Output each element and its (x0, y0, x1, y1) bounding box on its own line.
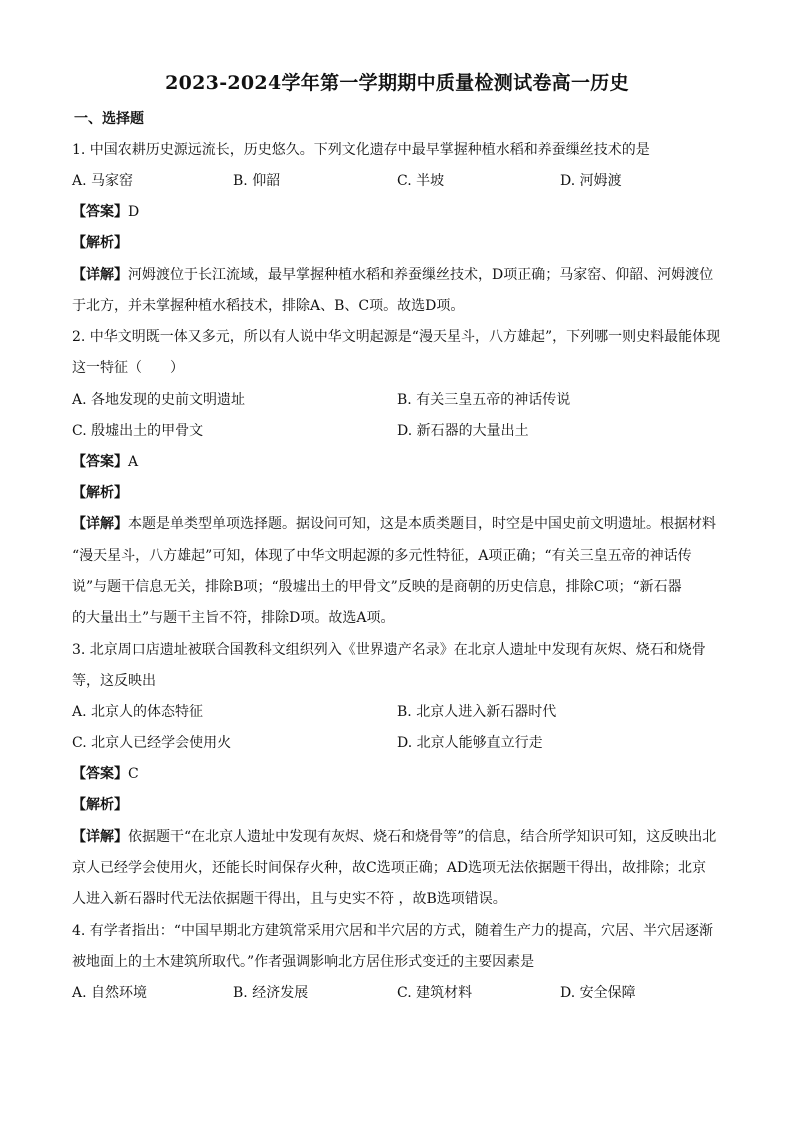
q2-option-b: B. 有关三皇五帝的神话传说 (397, 392, 571, 408)
question-3-stem-line-2: 等，这反映出 (72, 673, 156, 689)
question-2-stem-line-2: 这一特征（ ） (72, 360, 184, 376)
q3-option-d: D. 北京人能够直立行走 (397, 735, 543, 751)
q2-option-c: C. 殷墟出土的甲骨文 (72, 423, 204, 439)
q1-option-b: B. 仰韶 (233, 173, 281, 189)
q4-option-c: C. 建筑材料 (397, 985, 473, 1001)
q3-detail-line-1 (72, 827, 722, 847)
q4-option-a: A. 自然环境 (72, 985, 148, 1001)
detail-text: 本题是单类型单项选择题。据设问可知，这是本质类题目，时空是中国史前文明遗址。根据材料 (128, 516, 716, 532)
q3-option-b: B. 北京人进入新石器时代 (397, 704, 557, 720)
answer-label: 【答案】 (72, 454, 128, 470)
q2-detail-line-1 (72, 514, 722, 534)
q4-option-d: D. 安全保障 (560, 985, 636, 1001)
question-3-stem-line-1: 3. 北京周口店遗址被联合国教科文组织列入《世界遗产名录》在北京人遗址中发现有灰烬、烧石和烧骨 (72, 642, 706, 658)
detail-text: 依据题干“在北京人遗址中发现有灰烬、烧石和烧骨等”的信息，结合所学知识可知，这反映出北 (128, 829, 717, 845)
q1-answer (72, 202, 722, 222)
q2-option-d: D. 新石器的大量出土 (397, 423, 529, 439)
q4-option-b: B. 经济发展 (233, 985, 309, 1001)
question-1-stem: 1. 中国农耕历史源远流长，历史悠久。下列文化遗存中最早掌握种植水稻和养蚕缫丝技术的是 (72, 142, 650, 158)
q1-option-a: A. 马家窑 (72, 173, 134, 189)
q1-option-c: C. 半坡 (397, 173, 445, 189)
q2-analysis-label: 【解析】 (72, 485, 128, 501)
detail-label: 【详解】 (72, 267, 128, 283)
detail-label: 【详解】 (72, 829, 128, 845)
q3-answer (72, 764, 722, 784)
answer-value: C (128, 766, 139, 782)
q3-detail-line-3: 人进入新石器时代无法依据题干得出，且与史实不符 ，故B选项错误。 (72, 891, 507, 907)
page-title: 2023-2024学年第一学期期中质量检测试卷高一历史 (165, 72, 629, 94)
q1-detail-line-1 (72, 265, 722, 285)
q2-detail-line-4: 的大量出土”与题干主旨不符，排除D项。故选A项。 (72, 610, 395, 626)
question-4-stem-line-1: 4. 有学者指出：“中国早期北方建筑常采用穴居和半穴居的方式，随着生产力的提高，穴居、半穴居逐渐 (72, 923, 713, 939)
q2-detail-line-3: 说”与题干信息无关，排除B项；“殷墟出土的甲骨文”反映的是商朝的历史信息，排除C项；“新石器 (72, 579, 682, 595)
q2-detail-line-2: “漫天星斗，八方雄起”可知，体现了中华文明起源的多元性特征，A项正确；“有关三皇五帝的神话传 (72, 548, 692, 564)
q1-analysis-label: 【解析】 (72, 235, 128, 251)
answer-value: D (128, 204, 140, 220)
q3-detail-line-2: 京人已经学会使用火，还能长时间保存火种，故C选项正确；AD选项无法依据题干得出，故排除；北京 (72, 860, 707, 876)
answer-label: 【答案】 (72, 204, 128, 220)
detail-label: 【详解】 (72, 516, 128, 532)
q1-option-d: D. 河姆渡 (560, 173, 622, 189)
question-4-stem-line-2: 被地面上的土木建筑所取代。”作者强调影响北方居住形式变迁的主要因素是 (72, 954, 535, 970)
section-heading: 一、选择题 (74, 111, 144, 127)
detail-text: 河姆渡位于长江流域，最早掌握种植水稻和养蚕缫丝技术，D项正确；马家窑、仰韶、河姆渡位 (128, 267, 714, 283)
q3-option-c: C. 北京人已经学会使用火 (72, 735, 232, 751)
q2-option-a: A. 各地发现的史前文明遗址 (72, 392, 246, 408)
q3-analysis-label: 【解析】 (72, 797, 128, 813)
question-2-stem-line-1: 2. 中华文明既一体又多元，所以有人说中华文明起源是“漫天星斗，八方雄起”，下列哪一则史料最能体现 (72, 329, 721, 345)
q2-answer (72, 452, 722, 472)
answer-label: 【答案】 (72, 766, 128, 782)
answer-value: A (128, 454, 139, 470)
q3-option-a: A. 北京人的体态特征 (72, 704, 204, 720)
q1-detail-line-2: 于北方，并未掌握种植水稻技术，排除A、B、C项。故选D项。 (72, 298, 465, 314)
